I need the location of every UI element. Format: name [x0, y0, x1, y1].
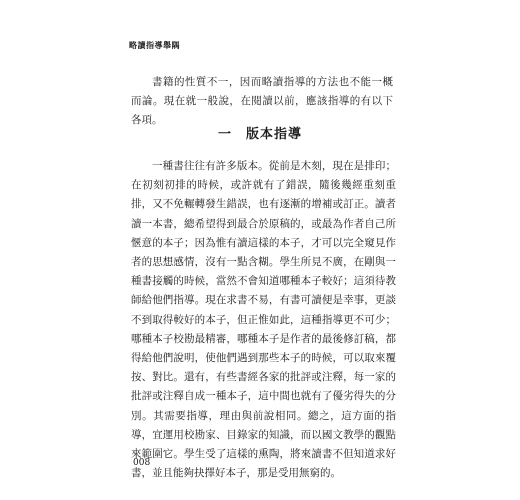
section-heading — [0, 123, 520, 142]
section-title: 版本指導 — [246, 127, 303, 142]
intro-paragraph: 書籍的性質不一，因而略讀指導的方法也不能一概而論。現在就一般說，在閱讀以前，應該指導的有以下各項。 — [131, 76, 393, 126]
intro-section — [131, 73, 393, 130]
body-text — [131, 157, 396, 483]
body-paragraph: 一種書往往有許多版本。從前是木刻，現在是排印；在初刻初排的時候，或許就有了錯誤，隨後幾經重刻重排，又不免輾轉發生錯誤，也有逐漸的增補或訂正。讀者讀一本書，總希望得到最合於原稿的，或最為作者自己所愜意的本子；因為惟有讀這樣的本子，才可以完全窺見作者的思想感情，沒有一點含糊。學生所見不廣，在剛與一種書接觸的時候，當然不會知道哪種本子較好；這須待教師給他們指導。現在求書不易，有書可讀便是幸事，更談不到取得較好的本子，但正惟如此，這種指導更不可少；哪種本子校勘最精審，哪種本子是作者的最後修訂稿，都得給他們說明，使他們遇到那些本子的時候，可以取來覆按、對比。還有，有些書經各家的批評或注釋，每一家的批評或注釋自成一種本子，這中間也就有了優劣得失的分別。其需要指導，理由與前說相同。總之，這方面的指導，宜運用校勘家、目錄家的知識，而以國文教學的觀點來範圍它。學生受了這樣的熏陶，將來讀書不但知道求好書，並且能夠抉擇好本子，那是受用無窮的。 — [131, 160, 396, 480]
page-number: 008 — [133, 458, 151, 468]
section-number: 一 — [217, 127, 232, 142]
running-header: 略讀指導舉隅 — [129, 40, 180, 50]
